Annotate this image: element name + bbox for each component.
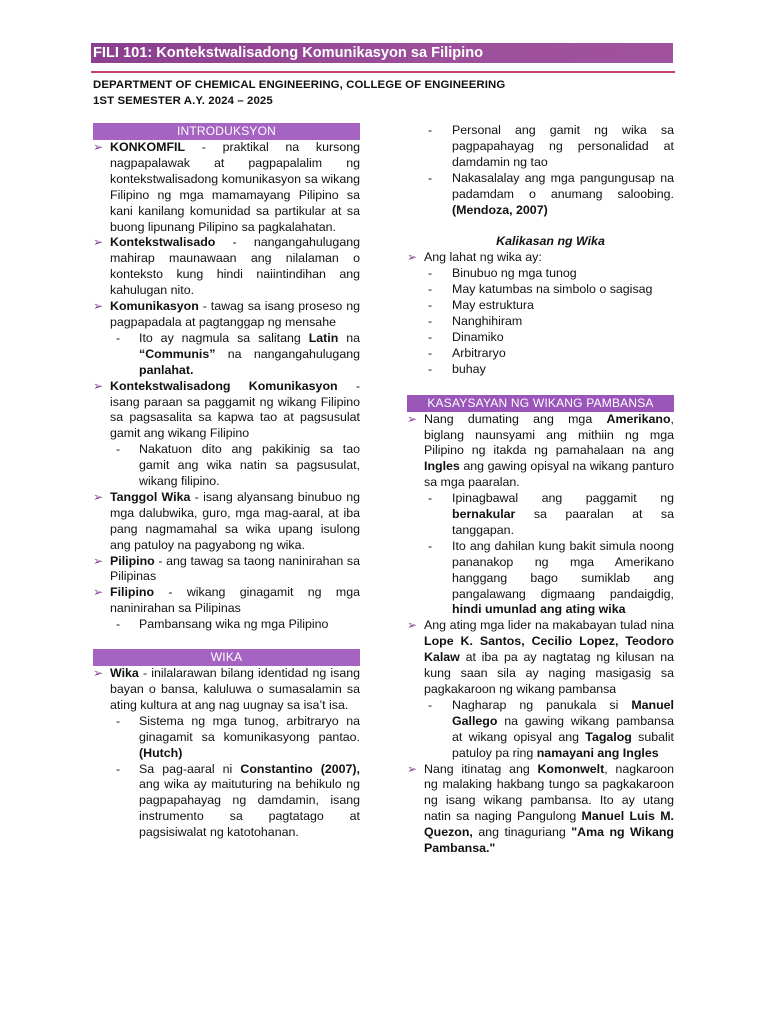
arrow-bullet-icon: ➢ xyxy=(93,666,104,681)
arrow-bullet-icon: ➢ xyxy=(407,411,418,426)
sub-item xyxy=(93,617,360,633)
list-item xyxy=(407,282,674,298)
text: at iba pa ay nagtatag ng kilusan na kung saan sila ay naging masigasig sa pagkakaroon ng wikang pambansa xyxy=(424,650,674,696)
term: hindi umunlad ang ating wika xyxy=(452,602,626,617)
text: Ito ang dahilan kung bakit simula noong pananakop ng mga Amerikano hanggang bago sumiklab ang pangalawang digmaang pandaigdig, xyxy=(452,538,674,601)
text: Nakatuon dito ang pakikinig sa tao gamit ang wika natin sa pagsusulat, wikang filipino. xyxy=(139,442,360,489)
definition: - isang paraan sa paggamit ng wikang Filipino sa pagsasalita sa kapwa tao at pagsusulat gamit ang wikang Filipino xyxy=(110,378,360,441)
sub-item xyxy=(407,698,674,762)
term: Kontekstwalisadong Komunikasyon xyxy=(110,378,338,393)
text: Ang ating mga lider na makabayan tulad nina xyxy=(424,618,674,633)
sub-item xyxy=(407,171,674,219)
text: Binubuo ng mga tunog xyxy=(452,266,577,281)
text: na xyxy=(338,330,360,345)
term: "Ama ng Wikang Pambansa." xyxy=(424,825,674,856)
text: Personal ang gamit ng wika sa pagpapahayag ng personalidad at damdamin ng tao xyxy=(452,123,674,169)
citation: (Mendoza, 2007) xyxy=(452,202,548,217)
term: panlahat. xyxy=(139,362,194,377)
term: Wika xyxy=(110,666,139,681)
text: Ipinagbawal ang paggamit ng xyxy=(452,491,674,506)
list-item xyxy=(93,140,360,235)
sub-item xyxy=(407,491,674,539)
right-column xyxy=(407,123,674,857)
sub-item xyxy=(93,714,360,762)
arrow-bullet-icon: ➢ xyxy=(93,489,104,504)
term: Kontekstwalisado xyxy=(110,235,216,250)
definition: - tawag sa isang proseso ng pagpapadala at pagtanggap ng mensahe xyxy=(110,299,360,329)
dash-bullet: - xyxy=(116,442,121,457)
list-item xyxy=(407,298,674,314)
dash-bullet: - xyxy=(428,329,433,344)
term: Manuel Gallego xyxy=(452,697,674,728)
dash-bullet: - xyxy=(428,282,433,297)
list-item xyxy=(407,618,674,698)
sub-item xyxy=(93,442,360,490)
text: na nangangahulugang xyxy=(215,346,360,361)
section-heading-kalikasan: Kalikasan ng Wika xyxy=(496,234,605,249)
text: Sa pag-aaral ni xyxy=(139,761,241,776)
section-heading-introduksyon: INTRODUKSYON xyxy=(93,123,360,140)
list-item xyxy=(93,299,360,331)
dash-bullet: - xyxy=(428,345,433,360)
dash-bullet: - xyxy=(428,123,433,137)
text: Nang dumating ang mga xyxy=(424,411,607,426)
term: Amerikano xyxy=(606,411,671,426)
arrow-bullet-icon: ➢ xyxy=(93,235,104,250)
list-item xyxy=(93,490,360,554)
arrow-bullet-icon: ➢ xyxy=(407,250,418,265)
term: Filipino xyxy=(110,585,155,600)
text: May estruktura xyxy=(452,298,534,313)
dash-bullet: - xyxy=(428,298,433,313)
term: Latin xyxy=(308,330,339,345)
dash-bullet: - xyxy=(428,697,433,712)
dash-bullet: - xyxy=(116,761,121,776)
definition: - wikang ginagamit ng mga naninirahan sa Pilipinas xyxy=(110,585,360,616)
text: ang tinaguriang xyxy=(472,825,572,840)
text: Nakasalalay ang mga pangungusap na padamdam o anumang saloobing. xyxy=(452,170,674,201)
list-item xyxy=(407,314,674,330)
term: KONKOMFIL xyxy=(110,140,186,154)
arrow-bullet-icon: ➢ xyxy=(93,378,104,393)
term: namayani ang Ingles xyxy=(536,745,659,760)
sub-item xyxy=(93,762,360,842)
text: Arbitraryo xyxy=(452,345,506,360)
term: Tanggol Wika xyxy=(110,489,191,504)
semester-line: 1ST SEMESTER A.Y. 2024 – 2025 xyxy=(93,94,273,107)
arrow-bullet-icon: ➢ xyxy=(93,553,104,568)
citation: Constantino (2007), xyxy=(240,761,360,776)
text: Nanghihiram xyxy=(452,313,523,328)
text: buhay xyxy=(452,361,486,376)
term: “Communis” xyxy=(139,346,216,361)
term: Manuel Luis M. Quezon, xyxy=(424,809,674,840)
definition: - ang tawag sa taong naninirahan sa Pilipinas xyxy=(110,553,360,584)
text: Nagharap ng panukala si xyxy=(452,697,632,712)
text: , biglang naunsyami ang mithiin ng mga Pilipino ng itakda ng pamahalaan na ang xyxy=(424,411,674,458)
list-item xyxy=(93,554,360,586)
sub-item xyxy=(407,539,674,619)
term: Pilipino xyxy=(110,553,155,568)
list-item xyxy=(407,266,674,282)
definition: - nangangahulugang mahirap maunawaan ang nilalaman o konteksto kung hindi naiintindihan ang kahulugan nito. xyxy=(110,235,360,298)
text: sa paaralan at sa tanggapan. xyxy=(452,507,674,537)
term: Ingles xyxy=(424,459,460,474)
section-heading-kasaysayan: KASAYSAYAN NG WIKANG PAMBANSA xyxy=(407,395,674,412)
list-item xyxy=(407,346,674,362)
citation: (Hutch) xyxy=(139,745,183,760)
list-item xyxy=(407,362,674,378)
dash-bullet: - xyxy=(428,538,433,553)
definition: - praktikal na kursong nagpapalawak at pagpapalalim ng kontekstwalisadong komunikasyon sa wikang Filipino ng mga mamamayang Pilipino sa kani kanilang komunidad sa partikular at sa buong lipunang Pilipino sa pagkalahatan. xyxy=(110,140,360,234)
department-line: DEPARTMENT OF CHEMICAL ENGINEERING, COLLEGE OF ENGINEERING xyxy=(93,79,506,91)
sub-item xyxy=(93,331,360,379)
text: na gawing wikang pambansa at wikang opisyal ang xyxy=(452,713,674,744)
list-item xyxy=(407,412,674,492)
dash-bullet: - xyxy=(428,170,433,185)
text: Ito ay nagmula sa salitang xyxy=(139,330,309,345)
text: Nang itinatag ang xyxy=(424,761,538,776)
list-item xyxy=(93,585,360,617)
definition: - inilalarawan bilang identidad ng isang bayan o bansa, kaluluwa o sumasalamin sa ating kultura at ang nag uugnay sa isa’t isa. xyxy=(110,666,360,712)
list-item xyxy=(407,250,674,266)
arrow-bullet-icon: ➢ xyxy=(93,585,104,600)
text: Ang lahat ng wika ay: xyxy=(424,250,542,265)
term: Komonwelt xyxy=(537,761,605,776)
left-column xyxy=(93,123,360,841)
term: Lope K. Santos, Cecilio Lopez, Teodoro Kalaw xyxy=(424,634,674,665)
dash-bullet: - xyxy=(116,713,121,728)
term: Komunikasyon xyxy=(110,299,199,314)
text: subalit patuloy pa ring xyxy=(452,729,674,760)
text: , nagkaroon ng malaking hakbang tungo sa pagkakaroon ng isang wikang pambansa. Ito ay utang natin sa naging Pangulong xyxy=(424,761,674,824)
arrow-bullet-icon: ➢ xyxy=(93,140,104,154)
arrow-bullet-icon: ➢ xyxy=(407,618,418,633)
list-item xyxy=(93,379,360,443)
dash-bullet: - xyxy=(428,266,433,281)
section-heading-wika: WIKA xyxy=(93,649,360,666)
text: ang gawing opisyal na wikang panturo sa mga paaralan. xyxy=(424,459,674,490)
text: Dinamiko xyxy=(452,329,504,344)
text: Sistema ng mga tunog, arbitraryo na ginagamit sa komunikasyong pantao. xyxy=(139,713,360,744)
department-header xyxy=(93,78,505,109)
text: May katumbas na simbolo o sagisag xyxy=(452,282,653,297)
text: ang wika ay maituturing na behikulo ng pagpapahayag ng damdamin, isang instrumento sa pagtatago at pagsisiwalat ng katotohanan. xyxy=(139,777,360,840)
dash-bullet: - xyxy=(116,617,121,632)
dash-bullet: - xyxy=(428,361,433,376)
dash-bullet: - xyxy=(428,491,433,506)
list-item xyxy=(93,666,360,714)
definition: - isang alyansang binubuo ng mga dalubwika, guro, mga mag-aaral, at iba pang nagmamahal sa wika upang isulong ang patuloy na pagyabong ng wika. xyxy=(110,489,360,552)
arrow-bullet-icon: ➢ xyxy=(93,299,104,314)
arrow-bullet-icon: ➢ xyxy=(407,761,418,776)
text: Pambansang wika ng mga Pilipino xyxy=(139,617,329,632)
document-title: FILI 101: Kontekstwalisadong Komunikasyon sa Filipino xyxy=(91,43,673,63)
term: bernakular xyxy=(452,507,516,522)
dash-bullet: - xyxy=(428,313,433,328)
sub-item xyxy=(407,123,674,171)
list-item xyxy=(407,762,674,857)
list-item xyxy=(93,235,360,299)
list-item xyxy=(407,330,674,346)
term: Tagalog xyxy=(585,729,632,744)
title-divider xyxy=(91,71,675,73)
dash-bullet: - xyxy=(116,330,121,345)
